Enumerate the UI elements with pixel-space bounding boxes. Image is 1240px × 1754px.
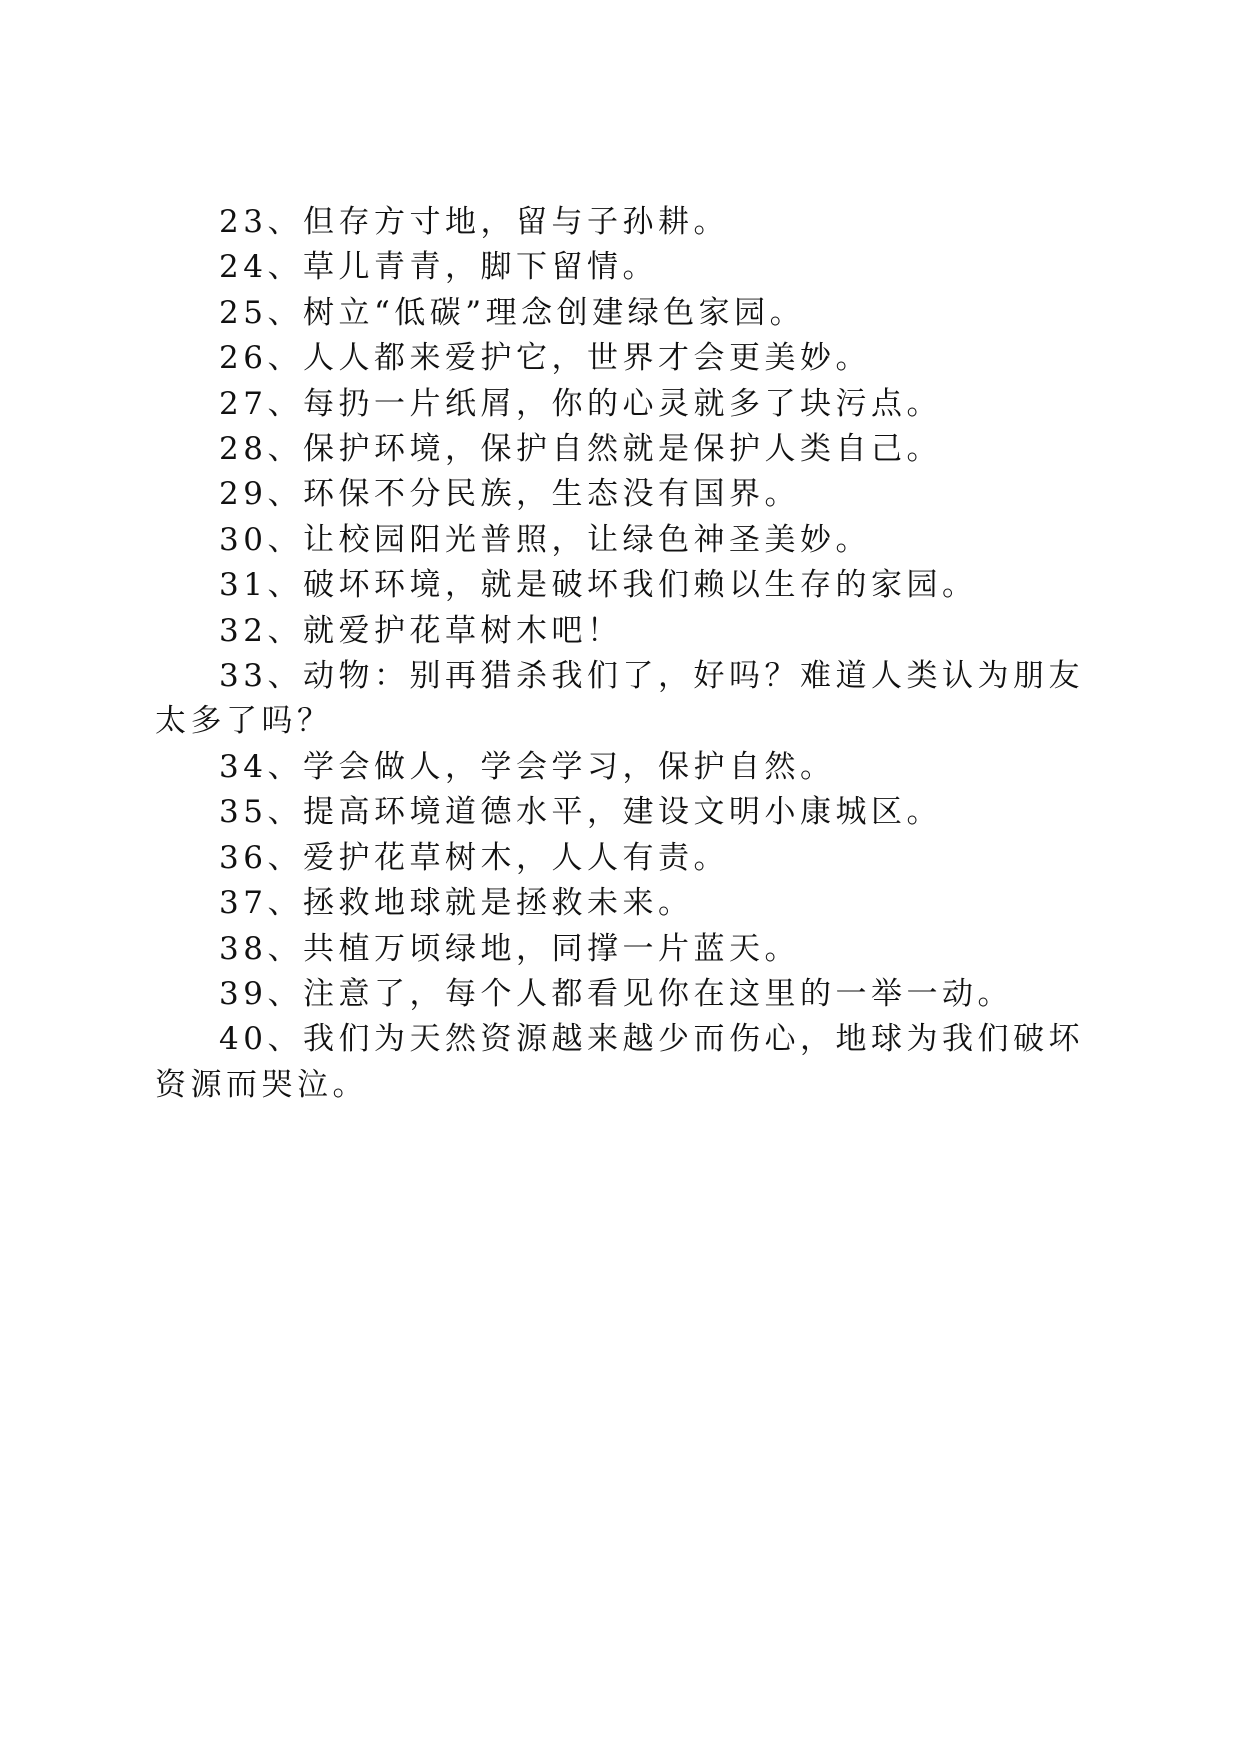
paragraph-27: 27、每扔一片纸屑，你的心灵就多了块污点。: [219, 385, 942, 422]
paragraph-34: 34、学会做人，学会学习，保护自然。: [219, 748, 836, 785]
paragraph-26: 26、人人都来爱护它，世界才会更美妙。: [219, 340, 871, 377]
document-body: [155, 200, 1085, 1108]
paragraph-37: 37、拯救地球就是拯救未来。: [219, 885, 694, 922]
paragraph-32: 32、就爱护花草树木吧！: [219, 612, 623, 649]
paragraph-38: 38、共植万顷绿地，同撑一片蓝天。: [219, 930, 800, 967]
paragraph-24: 24、草儿青青，脚下留情。: [219, 249, 658, 286]
paragraph-28: 28、保护环境，保护自然就是保护人类自己。: [219, 431, 942, 468]
paragraph-29: 29、环保不分民族，生态没有国界。: [219, 476, 800, 513]
paragraph-31: 31、破坏环境，就是破坏我们赖以生存的家园。: [219, 567, 978, 604]
paragraph-33: 33、动物：别再猎杀我们了，好吗？难道人类认为朋友太多了吗？: [155, 658, 1084, 740]
paragraph-35: 35、提高环境道德水平，建设文明小康城区。: [219, 794, 942, 831]
paragraph-36: 36、爱护花草树木，人人有责。: [219, 839, 729, 876]
paragraph-40: 40、我们为天然资源越来越少而伤心，地球为我们破坏资源而哭泣。: [155, 1021, 1084, 1103]
paragraph-39: 39、注意了，每个人都看见你在这里的一举一动。: [219, 975, 1013, 1012]
paragraph-25: 25、树立“低碳”理念创建绿色家园。: [219, 294, 806, 331]
paragraph-23: 23、但存方寸地，留与子孙耕。: [219, 204, 729, 240]
paragraph-30: 30、让校园阳光普照，让绿色神圣美妙。: [219, 521, 871, 558]
